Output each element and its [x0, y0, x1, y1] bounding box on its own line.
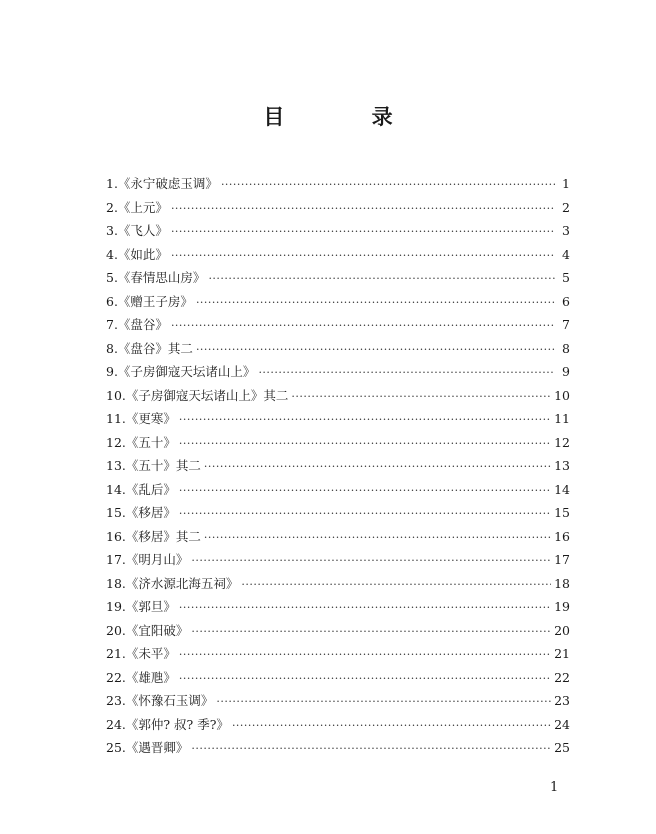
toc-dot-leader	[179, 643, 551, 667]
toc-dot-leader	[191, 620, 551, 644]
toc-dot-leader	[179, 408, 551, 432]
toc-entry[interactable]	[106, 337, 570, 361]
toc-entry-title: 9.《子房御寇天坛诸山上》	[106, 364, 256, 379]
toc-entry[interactable]	[106, 525, 570, 549]
toc-entry[interactable]	[106, 713, 570, 737]
toc-entry-title: 25.《遇晋卿》	[106, 740, 189, 755]
toc-entry-title: 4.《如此》	[106, 246, 168, 262]
toc-entry[interactable]	[106, 384, 570, 408]
toc-entry-title: 14.《乱后》	[106, 481, 176, 497]
toc-entry-page-number: 9	[562, 364, 570, 379]
toc-dot-leader	[179, 596, 551, 620]
toc-entry-title: 1.《永宁破虑玉调》	[106, 176, 218, 191]
toc-entry[interactable]	[106, 360, 570, 384]
toc-entry-page-number: 22	[554, 669, 570, 685]
toc-entry[interactable]	[106, 501, 570, 525]
toc-entry-page-number: 10	[554, 387, 570, 403]
toc-entry-page-number: 6	[562, 293, 570, 309]
toc-dot-leader	[216, 690, 551, 714]
toc-entry-title: 20.《宜阳破》	[106, 622, 189, 638]
toc-entry-title: 24.《郭仲? 叔? 季?》	[106, 716, 229, 732]
toc-entry[interactable]	[106, 478, 570, 502]
toc-entry[interactable]	[106, 666, 570, 690]
toc-entry[interactable]	[106, 595, 570, 619]
toc-entry[interactable]	[106, 243, 570, 267]
toc-entry-page-number: 16	[554, 528, 570, 544]
toc-entry-page-number: 21	[554, 646, 570, 661]
toc-entry-page-number: 17	[554, 552, 570, 567]
toc-entry-page-number: 1	[562, 176, 570, 191]
toc-entry[interactable]	[106, 196, 570, 220]
toc-entry-page-number: 13	[554, 458, 570, 473]
toc-entry[interactable]	[106, 454, 570, 478]
toc-entry[interactable]	[106, 642, 570, 666]
table-of-contents	[106, 172, 570, 760]
page-title: 目 录	[263, 104, 433, 129]
toc-dot-leader	[196, 291, 555, 315]
toc-entry[interactable]	[106, 290, 570, 314]
toc-dot-leader	[179, 502, 551, 526]
toc-entry[interactable]	[106, 431, 570, 455]
page-number: 1	[550, 780, 559, 795]
toc-entry[interactable]	[106, 548, 570, 572]
toc-entry-page-number: 20	[554, 622, 570, 638]
toc-entry-title: 13.《五十》其二	[106, 458, 201, 473]
toc-entry-page-number: 7	[562, 317, 570, 332]
toc-entry-title: 10.《子房御寇天坛诸山上》其二	[106, 387, 289, 403]
toc-entry[interactable]	[106, 313, 570, 337]
toc-entry-title: 15.《移居》	[106, 505, 176, 520]
toc-entry-title: 23.《怀豫石玉调》	[106, 693, 214, 708]
toc-entry-page-number: 3	[562, 223, 570, 238]
toc-dot-leader	[191, 549, 551, 573]
toc-entry-title: 11.《更寒》	[106, 411, 176, 426]
toc-dot-leader	[258, 361, 555, 385]
toc-entry-title: 22.《雄虺》	[106, 669, 176, 685]
toc-entry-title: 12.《五十》	[106, 434, 176, 450]
toc-entry[interactable]	[106, 266, 570, 290]
toc-entry-title: 16.《移居》其二	[106, 528, 201, 544]
toc-entry-title: 7.《盘谷》	[106, 317, 168, 332]
toc-entry-page-number: 14	[554, 481, 570, 497]
toc-dot-leader	[171, 220, 555, 244]
toc-entry-page-number: 25	[554, 740, 570, 755]
toc-entry[interactable]	[106, 736, 570, 760]
toc-entry-page-number: 2	[562, 199, 570, 215]
toc-entry-title: 6.《赠王子房》	[106, 293, 193, 309]
toc-dot-leader	[221, 173, 555, 197]
toc-entry-page-number: 18	[554, 575, 570, 591]
toc-entry-title: 2.《上元》	[106, 199, 168, 215]
toc-entry-title: 21.《未平》	[106, 646, 176, 661]
toc-dot-leader	[191, 737, 551, 761]
toc-entry-title: 19.《郭旦》	[106, 599, 176, 614]
toc-dot-leader	[204, 526, 551, 550]
toc-dot-leader	[171, 197, 555, 221]
toc-dot-leader	[179, 479, 551, 503]
toc-dot-leader	[171, 314, 555, 338]
toc-dot-leader	[196, 338, 555, 362]
toc-entry[interactable]	[106, 572, 570, 596]
toc-entry-title: 17.《明月山》	[106, 552, 189, 567]
toc-entry-page-number: 23	[554, 693, 570, 708]
toc-entry-page-number: 24	[554, 716, 570, 732]
toc-entry-page-number: 19	[554, 599, 570, 614]
toc-entry-title: 8.《盘谷》其二	[106, 340, 193, 356]
toc-dot-leader	[171, 244, 555, 268]
toc-entry[interactable]	[106, 619, 570, 643]
toc-entry-title: 18.《济水源北海五祠》	[106, 575, 239, 591]
toc-dot-leader	[179, 432, 551, 456]
toc-entry-title: 5.《春情思山房》	[106, 270, 206, 285]
toc-entry-page-number: 11	[554, 411, 570, 426]
toc-entry[interactable]	[106, 172, 570, 196]
toc-entry-page-number: 8	[562, 340, 570, 356]
toc-entry[interactable]	[106, 219, 570, 243]
toc-entry-page-number: 4	[562, 246, 570, 262]
toc-dot-leader	[232, 714, 551, 738]
toc-dot-leader	[241, 573, 551, 597]
toc-dot-leader	[179, 667, 551, 691]
toc-dot-leader	[204, 455, 551, 479]
toc-entry-page-number: 5	[562, 270, 570, 285]
toc-entry[interactable]	[106, 689, 570, 713]
toc-entry-page-number: 15	[554, 505, 570, 520]
toc-entry-title: 3.《飞人》	[106, 223, 168, 238]
toc-dot-leader	[208, 267, 555, 291]
toc-entry-page-number: 12	[554, 434, 570, 450]
toc-dot-leader	[291, 385, 551, 409]
toc-entry[interactable]	[106, 407, 570, 431]
